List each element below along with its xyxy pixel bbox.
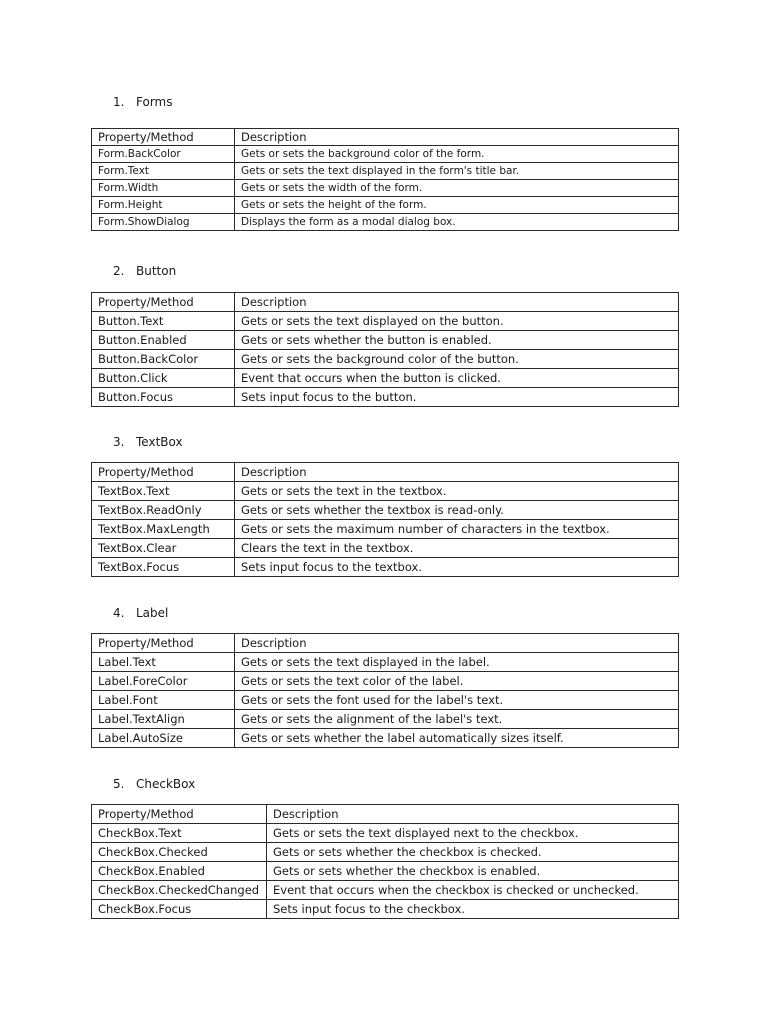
description-cell: Gets or sets whether the label automatically sizes itself. [235,729,679,748]
description-cell: Gets or sets whether the checkbox is checked. [267,843,679,862]
description-cell: Gets or sets the font used for the label's text. [235,691,679,710]
description-cell: Gets or sets the text displayed in the label. [235,653,679,672]
section-number: 5. [113,777,125,791]
property-cell: Form.ShowDialog [92,214,235,231]
table-header-row [92,634,679,653]
property-cell: Label.Font [92,691,235,710]
description-cell: Gets or sets the width of the form. [235,180,679,197]
table-row [92,197,679,214]
table-row [92,350,679,369]
property-cell: Form.Width [92,180,235,197]
table-row [92,146,679,163]
column-header-property: Property/Method [92,463,235,482]
column-header-description: Description [235,293,679,312]
property-cell: Label.Text [92,653,235,672]
property-cell: Button.Click [92,369,235,388]
table-row [92,312,679,331]
property-cell: Button.BackColor [92,350,235,369]
table-header-row [92,129,679,146]
column-header-property: Property/Method [92,805,267,824]
property-cell: Form.BackColor [92,146,235,163]
table-row [92,653,679,672]
table-row [92,710,679,729]
section-number: 2. [113,264,125,278]
property-cell: Label.AutoSize [92,729,235,748]
table-row [92,388,679,407]
table-header-row [92,293,679,312]
column-header-property: Property/Method [92,293,235,312]
property-cell: CheckBox.Enabled [92,862,267,881]
table-header-row [92,805,679,824]
description-cell: Sets input focus to the button. [235,388,679,407]
property-cell: TextBox.Text [92,482,235,501]
section-heading [113,264,176,278]
column-header-description: Description [235,634,679,653]
property-cell: Label.ForeColor [92,672,235,691]
table-row [92,672,679,691]
property-cell: Button.Text [92,312,235,331]
property-cell: Form.Text [92,163,235,180]
description-cell: Event that occurs when the checkbox is checked or unchecked. [267,881,679,900]
description-cell: Gets or sets the maximum number of characters in the textbox. [235,520,679,539]
label-table [91,633,679,748]
property-cell: Button.Focus [92,388,235,407]
section-title: Label [136,606,169,620]
property-cell: Label.TextAlign [92,710,235,729]
table-row [92,843,679,862]
description-cell: Gets or sets the background color of the form. [235,146,679,163]
column-header-property: Property/Method [92,634,235,653]
description-cell: Gets or sets the alignment of the label's text. [235,710,679,729]
description-cell: Gets or sets the text displayed next to the checkbox. [267,824,679,843]
table-row [92,369,679,388]
table-row [92,539,679,558]
section-title: CheckBox [136,777,196,791]
table-row [92,900,679,919]
table-row [92,180,679,197]
description-cell: Sets input focus to the textbox. [235,558,679,577]
table-row [92,862,679,881]
description-cell: Gets or sets whether the checkbox is enabled. [267,862,679,881]
property-cell: CheckBox.CheckedChanged [92,881,267,900]
description-cell: Sets input focus to the checkbox. [267,900,679,919]
table-row [92,881,679,900]
column-header-description: Description [235,129,679,146]
property-cell: Button.Enabled [92,331,235,350]
table-row [92,520,679,539]
section-heading [113,95,172,109]
textbox-table [91,462,679,577]
description-cell: Gets or sets the background color of the button. [235,350,679,369]
description-cell: Gets or sets the text displayed in the form's title bar. [235,163,679,180]
table-row [92,691,679,710]
section-heading [113,435,183,449]
property-cell: Form.Height [92,197,235,214]
property-cell: CheckBox.Text [92,824,267,843]
table-row [92,501,679,520]
table-row [92,558,679,577]
property-cell: TextBox.Focus [92,558,235,577]
table-row [92,824,679,843]
property-cell: CheckBox.Focus [92,900,267,919]
description-cell: Gets or sets the text in the textbox. [235,482,679,501]
section-title: Forms [136,95,173,109]
column-header-description: Description [267,805,679,824]
property-cell: TextBox.MaxLength [92,520,235,539]
checkbox-table [91,804,679,919]
section-number: 3. [113,435,125,449]
section-number: 1. [113,95,125,109]
table-row [92,214,679,231]
property-cell: CheckBox.Checked [92,843,267,862]
section-heading [113,606,168,620]
column-header-property: Property/Method [92,129,235,146]
description-cell: Gets or sets whether the button is enabled. [235,331,679,350]
section-title: Button [136,264,177,278]
description-cell: Clears the text in the textbox. [235,539,679,558]
section-number: 4. [113,606,125,620]
section-heading [113,777,195,791]
description-cell: Gets or sets the text color of the label. [235,672,679,691]
column-header-description: Description [235,463,679,482]
section-title: TextBox [136,435,183,449]
description-cell: Gets or sets the text displayed on the button. [235,312,679,331]
table-row [92,482,679,501]
description-cell: Gets or sets whether the textbox is read-only. [235,501,679,520]
description-cell: Gets or sets the height of the form. [235,197,679,214]
property-cell: TextBox.ReadOnly [92,501,235,520]
description-cell: Displays the form as a modal dialog box. [235,214,679,231]
table-header-row [92,463,679,482]
description-cell: Event that occurs when the button is clicked. [235,369,679,388]
table-row [92,729,679,748]
table-row [92,163,679,180]
forms-table [91,128,679,231]
button-table [91,292,679,407]
table-row [92,331,679,350]
property-cell: TextBox.Clear [92,539,235,558]
